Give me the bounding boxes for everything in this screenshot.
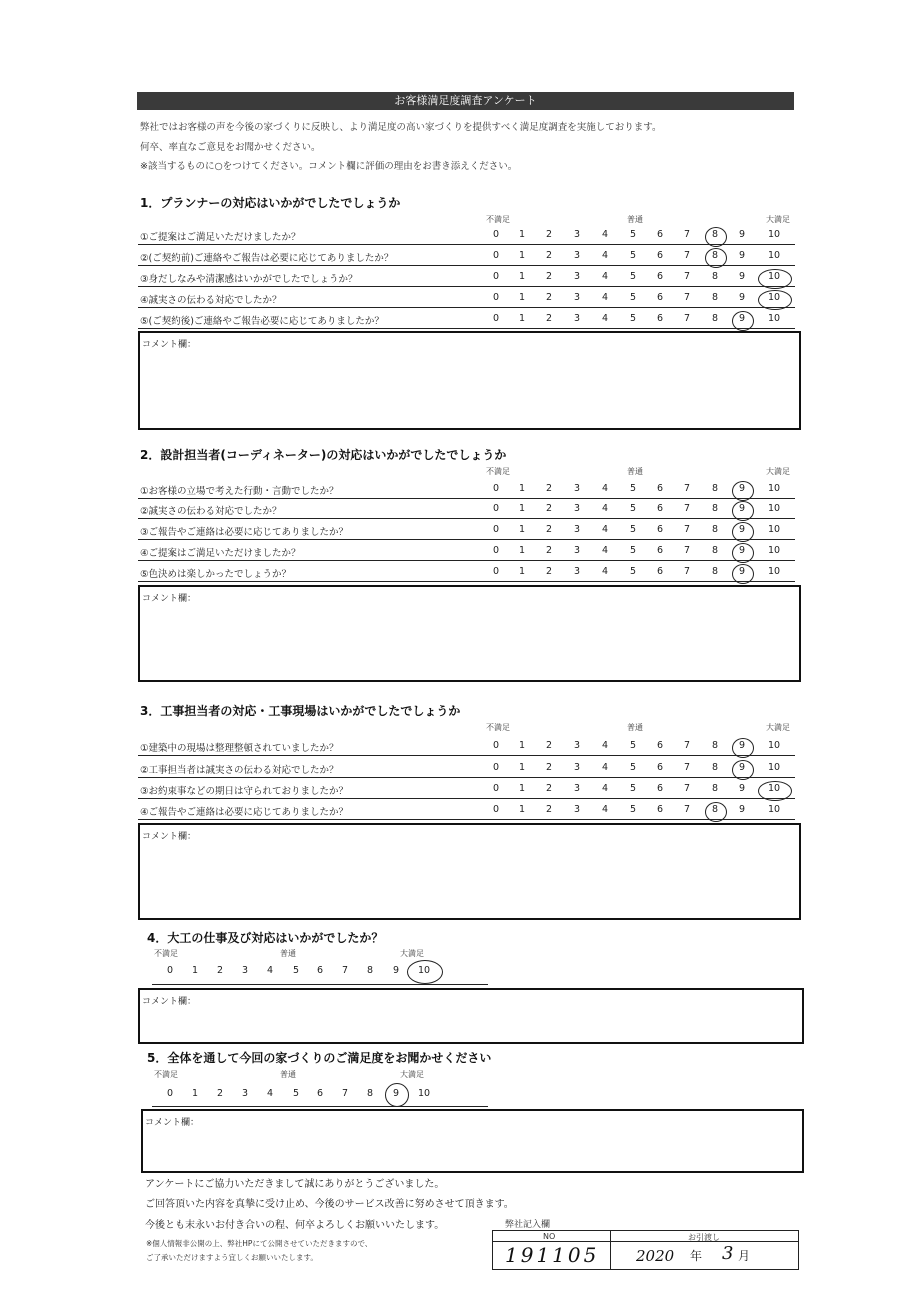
- rating-option[interactable]: 8: [366, 965, 374, 976]
- rating-option[interactable]: 9: [392, 1088, 400, 1099]
- rating-option[interactable]: 8: [711, 762, 719, 773]
- rating-option[interactable]: 1: [518, 566, 526, 577]
- closing-line: アンケートにご協力いただきまして誠にありがとうございました。: [145, 1179, 445, 1190]
- rating-option[interactable]: 4: [601, 292, 609, 303]
- row-divider: [138, 755, 795, 756]
- rating-option[interactable]: 8: [711, 804, 719, 815]
- rating-option[interactable]: 2: [545, 503, 553, 514]
- rating-option[interactable]: 8: [711, 783, 719, 794]
- rating-option[interactable]: 7: [683, 503, 691, 514]
- rating-option[interactable]: 7: [683, 229, 691, 240]
- intro-line: 何卒、率直なご意見をお聞かせください。: [140, 142, 321, 153]
- row-divider: [138, 819, 795, 820]
- handover-label: お引渡し: [688, 1233, 720, 1242]
- rating-option[interactable]: 2: [545, 783, 553, 794]
- scale-label-high: 大満足: [766, 467, 790, 476]
- rating-option[interactable]: 7: [683, 292, 691, 303]
- section-title: 2．設計担当者(コーディネーター)の対応はいかがでしたでしょうか: [140, 448, 507, 462]
- question-text: ④誠実さの伝わる対応でしたか？: [140, 295, 282, 306]
- comment-box[interactable]: [141, 1109, 804, 1173]
- rating-option[interactable]: 6: [656, 740, 664, 751]
- row-divider: [138, 581, 795, 582]
- rating-option[interactable]: 1: [518, 783, 526, 794]
- rating-option[interactable]: 2: [545, 524, 553, 535]
- rating-option[interactable]: 9: [738, 292, 746, 303]
- scale-label-high: 大満足: [400, 1070, 424, 1079]
- rating-option[interactable]: 6: [656, 804, 664, 815]
- row-divider: [138, 518, 795, 519]
- rating-option[interactable]: 10: [767, 229, 781, 240]
- row-divider: [138, 307, 795, 308]
- rating-option[interactable]: 5: [629, 783, 637, 794]
- rating-option[interactable]: 7: [683, 545, 691, 556]
- rating-option[interactable]: 5: [292, 965, 300, 976]
- rating-option[interactable]: 1: [518, 229, 526, 240]
- answer-circle: [407, 960, 443, 984]
- closing-line: ご回答頂いた内容を真摯に受け止め、今後のサービス改善に努めさせて頂きます。: [145, 1199, 514, 1210]
- rating-option[interactable]: 0: [492, 804, 500, 815]
- rating-option[interactable]: 6: [656, 313, 664, 324]
- rating-option[interactable]: 0: [492, 545, 500, 556]
- rating-option[interactable]: 0: [492, 483, 500, 494]
- rating-option[interactable]: 6: [656, 524, 664, 535]
- rating-option[interactable]: 8: [711, 545, 719, 556]
- office-box-header-line: [492, 1241, 799, 1242]
- scale-label-mid: 普通: [280, 1070, 296, 1079]
- rating-option[interactable]: 2: [545, 545, 553, 556]
- rating-option[interactable]: 1: [518, 483, 526, 494]
- scale-label-mid: 普通: [627, 723, 643, 732]
- rating-option[interactable]: 0: [492, 292, 500, 303]
- rating-option[interactable]: 0: [492, 762, 500, 773]
- rating-option[interactable]: 2: [545, 566, 553, 577]
- scale-label-mid: 普通: [627, 467, 643, 476]
- rating-option[interactable]: 2: [545, 483, 553, 494]
- scale-label-mid: 普通: [280, 949, 296, 958]
- rating-option[interactable]: 9: [738, 524, 746, 535]
- rating-option[interactable]: 9: [738, 566, 746, 577]
- rating-option[interactable]: 1: [191, 965, 199, 976]
- rating-option[interactable]: 6: [656, 250, 664, 261]
- intro-line: ※該当するものに○をつけてください。コメント欄に評価の理由をお書き添えください。: [140, 161, 518, 172]
- rating-option[interactable]: 2: [216, 965, 224, 976]
- rating-option[interactable]: 3: [573, 271, 581, 282]
- rating-option[interactable]: 7: [683, 250, 691, 261]
- row-divider: [138, 798, 795, 799]
- question-text: ④ご報告やご連絡は必要に応じてありましたか？: [140, 807, 349, 818]
- rating-option[interactable]: 5: [629, 566, 637, 577]
- rating-option[interactable]: 4: [601, 740, 609, 751]
- answer-circle: [385, 1083, 409, 1107]
- rating-option[interactable]: 9: [738, 545, 746, 556]
- rating-option[interactable]: 10: [767, 503, 781, 514]
- rating-option[interactable]: 2: [545, 762, 553, 773]
- row-divider: [138, 244, 795, 245]
- rating-option[interactable]: 1: [518, 804, 526, 815]
- rating-option[interactable]: 1: [191, 1088, 199, 1099]
- rating-option[interactable]: 4: [601, 229, 609, 240]
- rating-option[interactable]: 4: [601, 566, 609, 577]
- rating-option[interactable]: 0: [166, 965, 174, 976]
- row-divider: [138, 539, 795, 540]
- rating-option[interactable]: 5: [629, 271, 637, 282]
- rating-option[interactable]: 10: [767, 762, 781, 773]
- rating-option[interactable]: 9: [738, 483, 746, 494]
- rating-option[interactable]: 4: [266, 1088, 274, 1099]
- rating-option[interactable]: 5: [629, 804, 637, 815]
- rating-option[interactable]: 3: [573, 524, 581, 535]
- rating-option[interactable]: 8: [711, 292, 719, 303]
- rating-option[interactable]: 10: [767, 250, 781, 261]
- rating-option[interactable]: 7: [683, 483, 691, 494]
- rating-option[interactable]: 4: [601, 783, 609, 794]
- rating-option[interactable]: 5: [629, 503, 637, 514]
- question-text: ①お客様の立場で考えた行動・言動でしたか？: [140, 486, 339, 497]
- scale-label-high: 大満足: [766, 215, 790, 224]
- row-divider: [138, 560, 795, 561]
- rating-option[interactable]: 1: [518, 762, 526, 773]
- row-divider: [138, 328, 795, 329]
- rating-option[interactable]: 8: [711, 483, 719, 494]
- rating-option[interactable]: 5: [629, 313, 637, 324]
- rating-option[interactable]: 3: [573, 483, 581, 494]
- rating-option[interactable]: 5: [629, 250, 637, 261]
- office-box-title: 弊社記入欄: [505, 1220, 551, 1230]
- rating-option[interactable]: 5: [629, 524, 637, 535]
- comment-label: コメント欄：: [142, 832, 197, 842]
- rating-option[interactable]: 2: [216, 1088, 224, 1099]
- rating-option[interactable]: 3: [573, 229, 581, 240]
- rating-option[interactable]: 10: [767, 740, 781, 751]
- rating-option[interactable]: 4: [601, 524, 609, 535]
- rating-option[interactable]: 6: [656, 545, 664, 556]
- comment-label: コメント欄：: [142, 594, 197, 604]
- rating-option[interactable]: 7: [341, 965, 349, 976]
- rating-option[interactable]: 5: [629, 292, 637, 303]
- rating-option[interactable]: 6: [656, 483, 664, 494]
- rating-option[interactable]: 2: [545, 740, 553, 751]
- customer-number: 191105: [505, 1243, 600, 1267]
- no-label: NO: [543, 1232, 556, 1241]
- question-text: ④ご提案はご満足いただけましたか？: [140, 548, 301, 559]
- rating-option[interactable]: 0: [492, 229, 500, 240]
- question-text: ③身だしなみや清潔感はいかがでしたでしょうか？: [140, 274, 358, 285]
- comment-box[interactable]: [138, 988, 804, 1044]
- scale-label-low: 不満足: [154, 1070, 178, 1079]
- rating-option[interactable]: 10: [767, 524, 781, 535]
- row-divider: [138, 777, 795, 778]
- rating-option[interactable]: 2: [545, 271, 553, 282]
- rating-option[interactable]: 1: [518, 271, 526, 282]
- rating-option[interactable]: 2: [545, 250, 553, 261]
- rating-option[interactable]: 0: [492, 313, 500, 324]
- handover-month-label: 月: [738, 1249, 751, 1263]
- rating-option[interactable]: 10: [767, 483, 781, 494]
- rating-option[interactable]: 7: [683, 740, 691, 751]
- rating-option[interactable]: 5: [629, 229, 637, 240]
- question-text: ①建築中の現場は整理整頓されていましたか？: [140, 743, 339, 754]
- rating-option[interactable]: 4: [601, 483, 609, 494]
- rating-option[interactable]: 1: [518, 503, 526, 514]
- rating-option[interactable]: 8: [711, 313, 719, 324]
- comment-box[interactable]: [138, 585, 801, 682]
- rating-option[interactable]: 0: [492, 271, 500, 282]
- rating-option[interactable]: 3: [573, 762, 581, 773]
- rating-option[interactable]: 4: [601, 545, 609, 556]
- rating-option[interactable]: 0: [492, 740, 500, 751]
- rating-option[interactable]: 0: [166, 1088, 174, 1099]
- handover-year: 2020: [636, 1247, 675, 1265]
- rating-option[interactable]: 10: [767, 292, 781, 303]
- survey-title: お客様満足度調査アンケート: [137, 92, 794, 110]
- rating-option[interactable]: 4: [601, 804, 609, 815]
- rating-option[interactable]: 6: [656, 503, 664, 514]
- rating-option[interactable]: 5: [292, 1088, 300, 1099]
- question-text: ②工事担当者は誠実さの伝わる対応でしたか？: [140, 765, 339, 776]
- question-text: ②誠実さの伝わる対応でしたか？: [140, 506, 282, 517]
- rating-option[interactable]: 2: [545, 292, 553, 303]
- rating-option[interactable]: 0: [492, 503, 500, 514]
- scale-label-low: 不満足: [486, 215, 510, 224]
- row-divider: [152, 1106, 488, 1107]
- rating-option[interactable]: 4: [601, 762, 609, 773]
- rating-option[interactable]: 6: [316, 1088, 324, 1099]
- section-title: 5．全体を通して今回の家づくりのご満足度をお聞かせください: [147, 1051, 492, 1065]
- question-text: ②(ご契約前)ご連絡やご報告は必要に応じてありましたか？: [140, 253, 394, 264]
- rating-option[interactable]: 7: [683, 762, 691, 773]
- row-divider: [152, 984, 488, 985]
- rating-option[interactable]: 8: [366, 1088, 374, 1099]
- rating-option[interactable]: 6: [656, 783, 664, 794]
- rating-option[interactable]: 1: [518, 524, 526, 535]
- comment-label: コメント欄：: [142, 340, 197, 350]
- intro-line: 弊社ではお客様の声を今後の家づくりに反映し、より満足度の高い家づくりを提供すべく満足度調査を実施しております。: [140, 122, 662, 133]
- scale-label-mid: 普通: [627, 215, 643, 224]
- privacy-note: ※個人情報非公開の上、弊社HPにて公開させていただきますので、: [146, 1239, 373, 1248]
- comment-label: コメント欄：: [145, 1118, 200, 1128]
- rating-option[interactable]: 9: [738, 229, 746, 240]
- rating-option[interactable]: 8: [711, 503, 719, 514]
- rating-option[interactable]: 6: [656, 271, 664, 282]
- row-divider: [138, 498, 795, 499]
- rating-option[interactable]: 7: [683, 524, 691, 535]
- rating-option[interactable]: 10: [767, 783, 781, 794]
- rating-option[interactable]: 8: [711, 740, 719, 751]
- rating-option[interactable]: 9: [738, 804, 746, 815]
- rating-option[interactable]: 0: [492, 250, 500, 261]
- comment-box[interactable]: [138, 823, 801, 920]
- rating-option[interactable]: 8: [711, 250, 719, 261]
- comment-box[interactable]: [138, 331, 801, 430]
- rating-option[interactable]: 9: [738, 503, 746, 514]
- rating-option[interactable]: 10: [417, 1088, 431, 1099]
- row-divider: [138, 265, 795, 266]
- scale-label-low: 不満足: [486, 723, 510, 732]
- handover-month: 3: [722, 1243, 734, 1264]
- rating-option[interactable]: 10: [767, 545, 781, 556]
- rating-option[interactable]: 3: [241, 965, 249, 976]
- rating-option[interactable]: 0: [492, 783, 500, 794]
- rating-option[interactable]: 6: [656, 566, 664, 577]
- rating-option[interactable]: 3: [573, 292, 581, 303]
- rating-option[interactable]: 8: [711, 229, 719, 240]
- rating-option[interactable]: 9: [738, 783, 746, 794]
- rating-option[interactable]: 6: [656, 762, 664, 773]
- rating-option[interactable]: 3: [573, 545, 581, 556]
- row-divider: [138, 286, 795, 287]
- rating-option[interactable]: 6: [656, 229, 664, 240]
- rating-option[interactable]: 0: [492, 566, 500, 577]
- rating-option[interactable]: 6: [316, 965, 324, 976]
- rating-option[interactable]: 1: [518, 250, 526, 261]
- handover-year-label: 年: [690, 1249, 703, 1263]
- rating-option[interactable]: 2: [545, 313, 553, 324]
- rating-option[interactable]: 9: [738, 740, 746, 751]
- rating-option[interactable]: 1: [518, 313, 526, 324]
- question-text: ⑤色決めは楽しかったでしょうか？: [140, 569, 292, 580]
- privacy-note: ご了承いただけますよう宜しくお願いいたします。: [146, 1253, 318, 1262]
- rating-option[interactable]: 10: [767, 271, 781, 282]
- rating-option[interactable]: 3: [573, 566, 581, 577]
- rating-option[interactable]: 3: [573, 783, 581, 794]
- rating-option[interactable]: 2: [545, 229, 553, 240]
- scale-label-low: 不満足: [154, 949, 178, 958]
- rating-option[interactable]: 8: [711, 524, 719, 535]
- rating-option[interactable]: 9: [738, 313, 746, 324]
- rating-option[interactable]: 7: [683, 313, 691, 324]
- rating-option[interactable]: 9: [738, 271, 746, 282]
- rating-option[interactable]: 10: [417, 965, 431, 976]
- rating-option[interactable]: 1: [518, 545, 526, 556]
- rating-option[interactable]: 3: [573, 804, 581, 815]
- question-text: ③お約束事などの期日は守られておりましたか？: [140, 786, 349, 797]
- rating-option[interactable]: 10: [767, 313, 781, 324]
- rating-option[interactable]: 5: [629, 762, 637, 773]
- rating-option[interactable]: 3: [241, 1088, 249, 1099]
- rating-option[interactable]: 6: [656, 292, 664, 303]
- rating-option[interactable]: 4: [601, 313, 609, 324]
- rating-option[interactable]: 8: [711, 271, 719, 282]
- rating-option[interactable]: 7: [683, 566, 691, 577]
- rating-option[interactable]: 1: [518, 292, 526, 303]
- rating-option[interactable]: 2: [545, 804, 553, 815]
- rating-option[interactable]: 8: [711, 566, 719, 577]
- rating-option[interactable]: 9: [738, 250, 746, 261]
- rating-option[interactable]: 7: [683, 271, 691, 282]
- rating-option[interactable]: 4: [266, 965, 274, 976]
- rating-option[interactable]: 1: [518, 740, 526, 751]
- rating-option[interactable]: 7: [683, 804, 691, 815]
- rating-option[interactable]: 5: [629, 483, 637, 494]
- rating-option[interactable]: 5: [629, 545, 637, 556]
- question-text: ⑤(ご契約後)ご連絡やご報告必要に応じてありましたか？: [140, 316, 384, 327]
- section-title: 4．大工の仕事及び対応はいかがでしたか？: [147, 931, 384, 945]
- office-box-divider: [610, 1230, 611, 1270]
- scale-label-high: 大満足: [766, 723, 790, 732]
- rating-option[interactable]: 7: [341, 1088, 349, 1099]
- rating-option[interactable]: 4: [601, 250, 609, 261]
- scale-label-high: 大満足: [400, 949, 424, 958]
- rating-option[interactable]: 3: [573, 313, 581, 324]
- section-title: 3．工事担当者の対応・工事現場はいかがでしたでしょうか: [140, 704, 461, 718]
- rating-option[interactable]: 3: [573, 250, 581, 261]
- section-title: 1．プランナーの対応はいかがでしたでしょうか: [140, 196, 401, 210]
- question-text: ①ご提案はご満足いただけましたか？: [140, 232, 301, 243]
- rating-option[interactable]: 3: [573, 503, 581, 514]
- scale-label-low: 不満足: [486, 467, 510, 476]
- rating-option[interactable]: 9: [738, 762, 746, 773]
- rating-option[interactable]: 3: [573, 740, 581, 751]
- closing-line: 今後とも末永いお付き合いの程、何卒よろしくお願いいたします。: [145, 1220, 445, 1231]
- rating-option[interactable]: 10: [767, 804, 781, 815]
- rating-option[interactable]: 5: [629, 740, 637, 751]
- rating-option[interactable]: 4: [601, 503, 609, 514]
- rating-option[interactable]: 9: [392, 965, 400, 976]
- rating-option[interactable]: 10: [767, 566, 781, 577]
- rating-option[interactable]: 4: [601, 271, 609, 282]
- rating-option[interactable]: 0: [492, 524, 500, 535]
- rating-option[interactable]: 7: [683, 783, 691, 794]
- comment-label: コメント欄：: [142, 997, 197, 1007]
- question-text: ③ご報告やご連絡は必要に応じてありましたか？: [140, 527, 349, 538]
